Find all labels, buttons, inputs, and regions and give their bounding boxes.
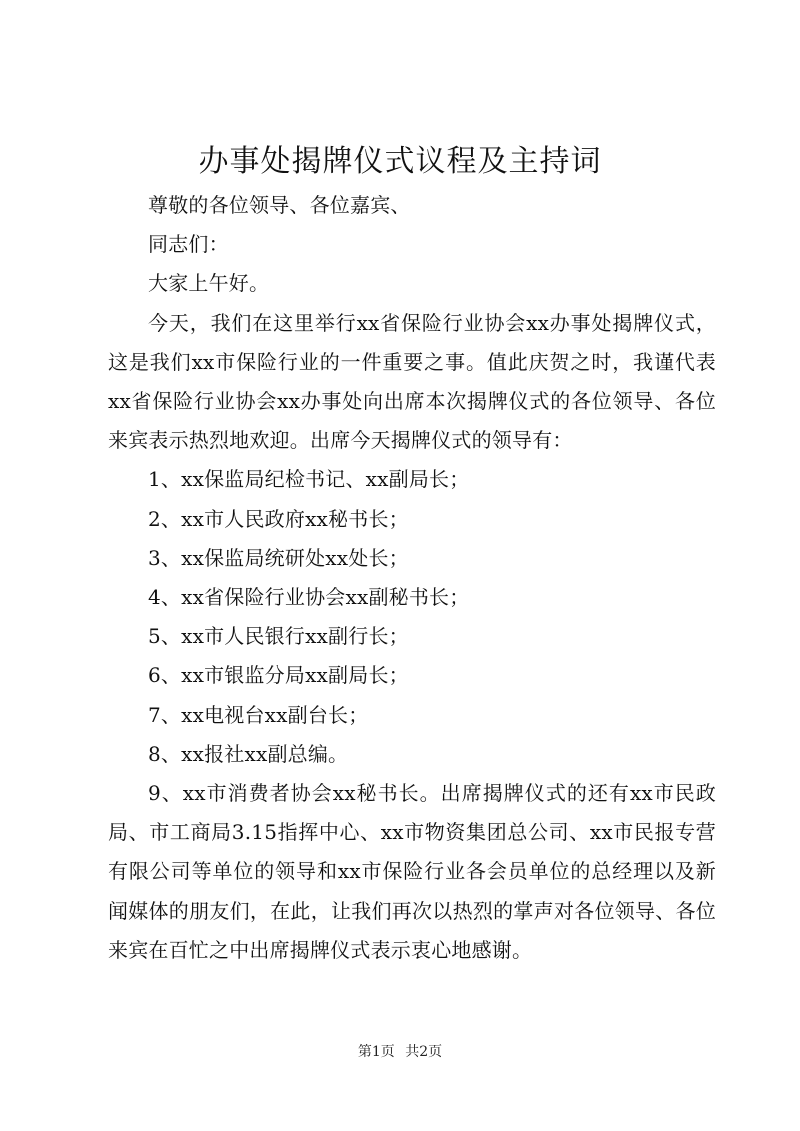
attendee-list-item: 2、xx市人民政府xx秘书长；: [148, 506, 409, 531]
attendee-list-item: 4、xx省保险行业协会xx副秘书长；: [148, 585, 470, 610]
page-footer: [0, 1042, 800, 1062]
opening-paragraph: 今天，我们在这里举行xx省保险行业协会xx办事处揭牌仪式，这是我们xx市保险行业的一件重要之事。值此庆贺之时，我谨代表xx省保险行业协会xx办事处向出席本次揭牌仪式的各位领导、各位来宾表示热烈地欢迎。出席今天揭牌仪式的领导有：: [108, 310, 716, 453]
salutation-line: 同志们：: [148, 232, 229, 257]
document-title: 办事处揭牌仪式议程及主持词: [198, 144, 602, 179]
attendee-list-item: 5、xx市人民银行xx副行长；: [148, 624, 409, 649]
attendee-list-item: 6、xx市银监分局xx副局长；: [148, 663, 409, 688]
attendee-list-item: 9、xx市消费者协会xx秘书长。出席揭牌仪式的还有xx市民政局、市工商局3.15指挥中心、xx市物资集团总公司、xx市民报专营有限公司等单位的领导和xx市保险行业各会员单位的总经理以及新闻媒体的朋友们，在此，让我们再次以热烈的掌声对各位领导、各位来宾在百忙之中出席揭牌仪式表示衷心地感谢。: [108, 781, 716, 962]
document-body: [108, 186, 716, 970]
page-total: 共2页: [405, 1044, 443, 1060]
attendee-list-item: 8、xx报社xx副总编。: [148, 741, 349, 766]
attendee-list-item: 1、xx保监局纪检书记、xx副局长；: [148, 467, 470, 492]
greeting-line: 大家上午好。: [148, 271, 270, 296]
page-number: 第1页: [357, 1044, 395, 1060]
attendee-list-item: 3、xx保监局统研处xx处长；: [148, 545, 409, 570]
attendee-list-item: 7、xx电视台xx副台长；: [148, 702, 369, 727]
salutation-line: 尊敬的各位领导、各位嘉宾、: [148, 193, 411, 217]
